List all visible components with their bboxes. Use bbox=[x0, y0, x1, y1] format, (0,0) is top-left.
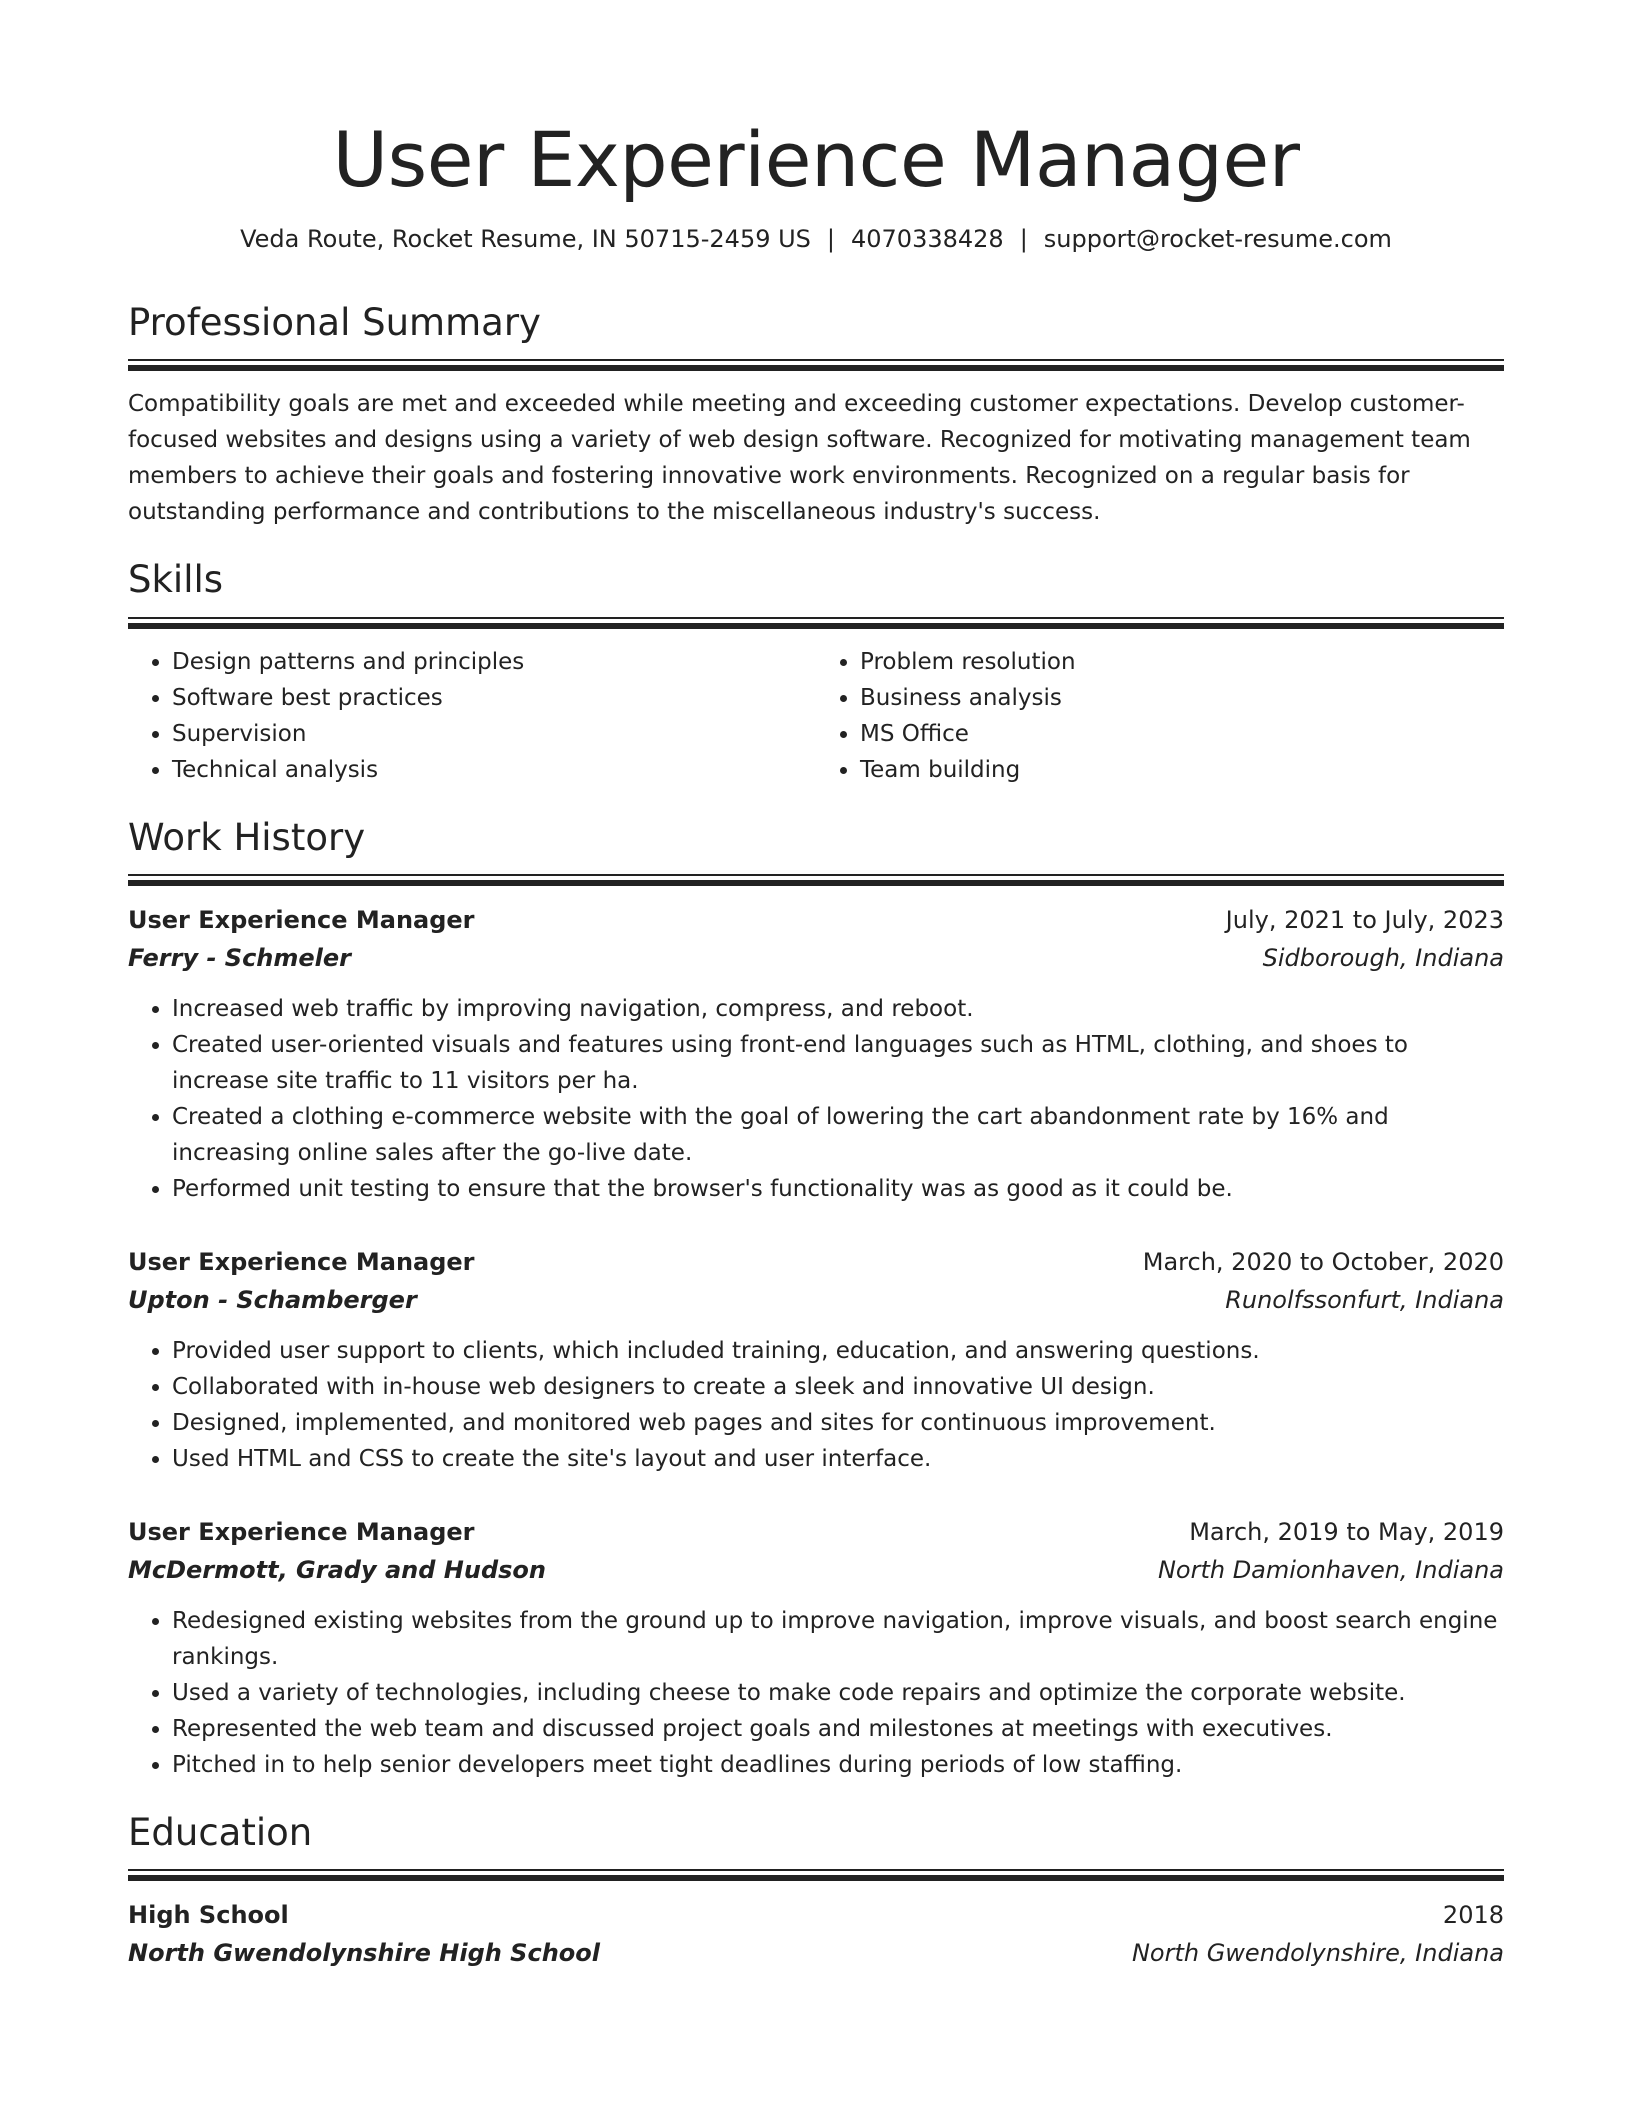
section-title-summary: Professional Summary bbox=[128, 300, 541, 344]
job-dates: July, 2021 to July, 2023 bbox=[1225, 905, 1504, 934]
skill-item: • Design patterns and principles bbox=[172, 644, 816, 680]
job-header-row bbox=[128, 1513, 1504, 1551]
job-bullet: • Collaborated with in-house web designers to create a sleek and innovative UI design. bbox=[172, 1369, 1504, 1405]
skill-item: • Software best practices bbox=[172, 680, 816, 716]
section-title-skills: Skills bbox=[128, 558, 224, 602]
job-entry bbox=[128, 1513, 1504, 1783]
resume-name: User Experience Manager bbox=[332, 115, 1300, 204]
job-company: Upton - Schamberger bbox=[128, 1285, 417, 1314]
skills-section bbox=[128, 558, 1504, 787]
job-header-row bbox=[128, 901, 1504, 939]
job-location: Sidborough, Indiana bbox=[1262, 943, 1504, 972]
contact-line bbox=[128, 224, 1504, 255]
job-company: McDermott, Grady and Hudson bbox=[128, 1555, 546, 1584]
section-divider bbox=[128, 1869, 1504, 1882]
job-location: Runolfssonfurt, Indiana bbox=[1225, 1285, 1504, 1314]
job-company-row bbox=[128, 1551, 1504, 1589]
job-title: User Experience Manager bbox=[128, 905, 475, 934]
skill-item: • Technical analysis bbox=[172, 752, 816, 788]
section-divider bbox=[128, 617, 1504, 630]
job-company-row bbox=[128, 939, 1504, 977]
skill-item: • Problem resolution bbox=[860, 644, 1504, 680]
contact-phone: 4070338428 bbox=[851, 224, 1004, 253]
job-header-row bbox=[128, 1243, 1504, 1281]
job-bullet: • Redesigned existing websites from the ground up to improve navigation, improve visuals, and boost search engine rankings. bbox=[172, 1603, 1504, 1675]
job-bullet: • Created a clothing e-commerce website with the goal of lowering the cart abandonment rate by 16% and increasing online sales after the go-live date. bbox=[172, 1099, 1504, 1171]
job-bullets bbox=[128, 1333, 1504, 1477]
section-title-education: Education bbox=[128, 1810, 313, 1854]
job-bullet: • Used HTML and CSS to create the site's layout and user interface. bbox=[172, 1441, 1504, 1477]
job-company-row bbox=[128, 1281, 1504, 1319]
skills-list-right bbox=[816, 644, 1504, 788]
job-bullet: • Created user-oriented visuals and features using front-end languages such as HTML, clothing, and shoes to increase site traffic to 11 visitors per ha. bbox=[172, 1027, 1504, 1099]
skills-list-left bbox=[128, 644, 816, 788]
education-school: North Gwendolynshire High School bbox=[128, 1939, 600, 1968]
education-location: North Gwendolynshire, Indiana bbox=[1131, 1939, 1504, 1968]
job-title: User Experience Manager bbox=[128, 1247, 475, 1276]
education-degree: High School bbox=[128, 1901, 289, 1930]
contact-address: Veda Route, Rocket Resume, IN 50715-2459 US bbox=[240, 224, 811, 253]
job-bullets bbox=[128, 991, 1504, 1207]
job-bullets bbox=[128, 1603, 1504, 1783]
job-bullet: • Provided user support to clients, which included training, education, and answering questions. bbox=[172, 1333, 1504, 1369]
job-bullet: • Used a variety of technologies, including cheese to make code repairs and optimize the corporate website. bbox=[172, 1675, 1504, 1711]
job-entry bbox=[128, 1243, 1504, 1477]
contact-separator: | bbox=[1019, 224, 1028, 253]
job-bullet: • Increased web traffic by improving navigation, compress, and reboot. bbox=[172, 991, 1504, 1027]
job-company: Ferry - Schmeler bbox=[128, 943, 352, 972]
job-location: North Damionhaven, Indiana bbox=[1157, 1555, 1504, 1584]
summary-section bbox=[128, 301, 1504, 530]
section-divider bbox=[128, 359, 1504, 372]
skill-item: • Team building bbox=[860, 752, 1504, 788]
job-dates: March, 2020 to October, 2020 bbox=[1142, 1247, 1504, 1276]
job-bullet: • Represented the web team and discussed project goals and milestones at meetings with executives. bbox=[172, 1711, 1504, 1747]
education-entry bbox=[128, 1896, 1504, 1972]
job-bullet: • Performed unit testing to ensure that the browser's functionality was as good as it could be. bbox=[172, 1171, 1504, 1207]
skill-item: • MS Office bbox=[860, 716, 1504, 752]
job-bullet: • Pitched in to help senior developers meet tight deadlines during periods of low staffing. bbox=[172, 1747, 1504, 1783]
section-divider bbox=[128, 874, 1504, 887]
skill-item: • Business analysis bbox=[860, 680, 1504, 716]
education-header-row bbox=[128, 1896, 1504, 1934]
skill-item: • Supervision bbox=[172, 716, 816, 752]
contact-email: support@rocket-resume.com bbox=[1043, 224, 1392, 253]
section-title-work: Work History bbox=[128, 815, 366, 859]
summary-text: Compatibility goals are met and exceeded while meeting and exceeding customer expectations. Develop customer-focused websites and designs using a variety of web design software. Recognized for motivating management team members to achieve their goals and fostering innovative work environments. Recognized on a regular basis for outstanding performance and contributions to the miscellaneous industry's success. bbox=[128, 391, 1471, 526]
education-school-row bbox=[128, 1934, 1504, 1972]
job-bullet: • Designed, implemented, and monitored web pages and sites for continuous improvement. bbox=[172, 1405, 1504, 1441]
education-section bbox=[128, 1811, 1504, 1972]
job-title: User Experience Manager bbox=[128, 1517, 475, 1546]
skills-columns bbox=[128, 644, 1504, 788]
job-entry bbox=[128, 901, 1504, 1207]
contact-separator: | bbox=[826, 224, 835, 253]
job-dates: March, 2019 to May, 2019 bbox=[1189, 1517, 1504, 1546]
education-year: 2018 bbox=[1442, 1901, 1504, 1930]
work-section bbox=[128, 816, 1504, 1783]
